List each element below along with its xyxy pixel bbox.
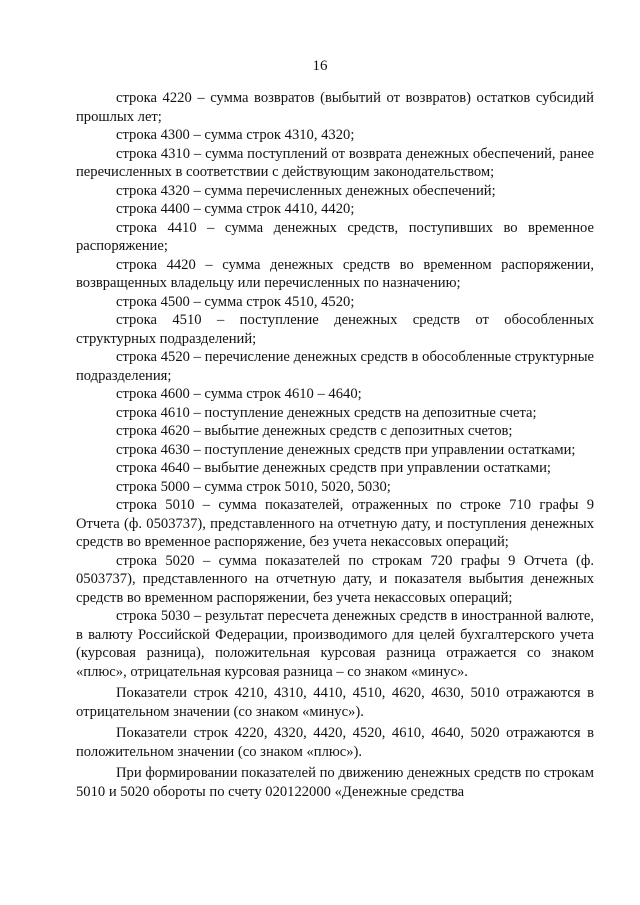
paragraph: строка 4220 – сумма возвратов (выбытий от возвратов) остатков субсидий прошлых лет; (76, 90, 594, 125)
paragraph: строка 4630 – поступление денежных средств при управлении остатками; (116, 441, 576, 458)
paragraph: строка 4420 – сумма денежных средств во временном распоряжении, возвращенных владельцу или перечисленных по назначению; (76, 256, 594, 291)
page-number: 16 (312, 58, 328, 74)
paragraph: строка 4500 – сумма строк 4510, 4520; (116, 293, 355, 310)
paragraph: строка 4300 – сумма строк 4310, 4320; (116, 127, 355, 143)
paragraph: строка 5030 – результат пересчета денежных средств в иностранной валюте, в валюту Российской Федерации, производимого для целей бухгалтерского учета (курсовая разница), положительная курсовая разница отражается со знаком «плюс», отрицательная курсовая разница – со знаком «минус». (76, 608, 594, 680)
paragraph: строка 4620 – выбытие денежных средств с депозитных счетов; (116, 423, 513, 439)
paragraph: строка 4640 – выбытие денежных средств при управлении остатками; (116, 460, 551, 476)
paragraph: Показатели строк 4210, 4310, 4410, 4510, 4620, 4630, 5010 отражаются в отрицательном значении (со знаком «минус»). (76, 685, 594, 720)
paragraph: При формировании показателей по движению денежных средств по строкам 5010 и 5020 обороты по счету 020122000 «Денежные средства (76, 765, 594, 800)
paragraph: строка 4610 – поступление денежных средств на депозитные счета; (116, 404, 537, 421)
paragraph: строка 5000 – сумма строк 5010, 5020, 5030; (116, 478, 391, 495)
paragraph: строка 4510 – поступление денежных средств от обособленных структурных подразделений; (76, 312, 594, 347)
document-body (76, 89, 594, 801)
paragraph: Показатели строк 4220, 4320, 4420, 4520, 4610, 4640, 5020 отражаются в положительном значении (со знаком «плюс»). (76, 725, 594, 760)
paragraph: строка 4410 – сумма денежных средств, поступивших во временное распоряжение; (76, 219, 594, 254)
paragraph: строка 4400 – сумма строк 4410, 4420; (116, 201, 355, 217)
paragraph: строка 4320 – сумма перечисленных денежных обеспечений; (116, 182, 496, 199)
paragraph: строка 4310 – сумма поступлений от возврата денежных обеспечений, ранее перечисленных в соответствии с действующим законодательством; (76, 145, 594, 180)
paragraph: строка 5020 – сумма показателей по строкам 720 графы 9 Отчета (ф. 0503737), представленного на отчетную дату, и показателя выбытия денежных средств во временном распоряжении, без учета некассовых операций; (76, 552, 594, 606)
paragraph: строка 4600 – сумма строк 4610 – 4640; (116, 386, 362, 402)
paragraph: строка 4520 – перечисление денежных средств в обособленные структурные подразделения; (76, 349, 594, 384)
paragraph: строка 5010 – сумма показателей, отраженных по строке 710 графы 9 Отчета (ф. 0503737), представленного на отчетную дату, и поступления денежных средств во временное распоряжение, без учета некассовых операций; (76, 497, 594, 550)
